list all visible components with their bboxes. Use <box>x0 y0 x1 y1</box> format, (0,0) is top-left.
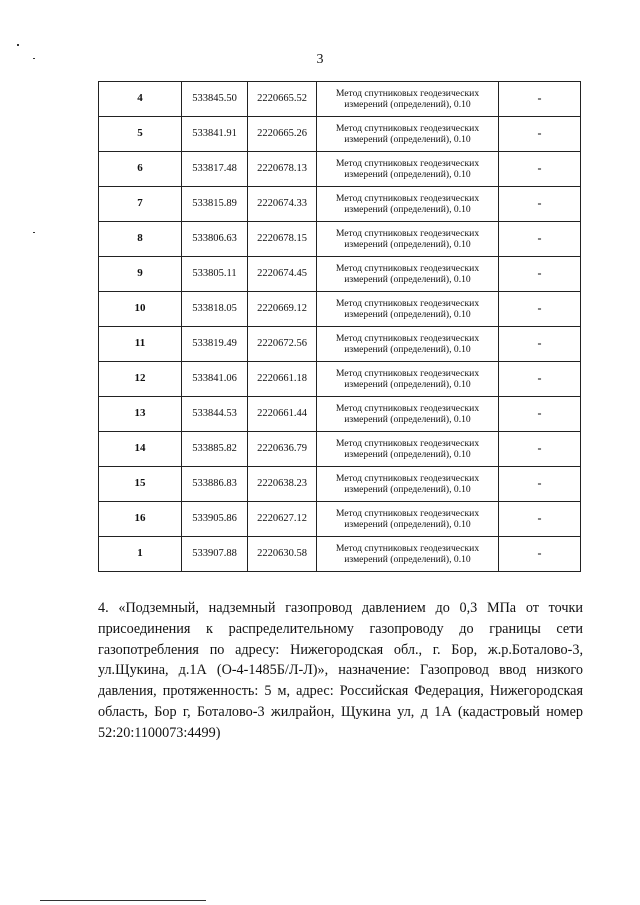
footnote-rule <box>40 900 206 901</box>
method-cell: Метод спутниковых геодезических измерений (определений), 0.10 <box>317 257 499 292</box>
y-coordinate-cell: 2220661.18 <box>248 362 317 397</box>
table-row <box>99 117 581 152</box>
method-cell: Метод спутниковых геодезических измерений (определений), 0.10 <box>317 432 499 467</box>
note-cell: - <box>499 537 581 572</box>
method-cell: Метод спутниковых геодезических измерений (определений), 0.10 <box>317 222 499 257</box>
x-coordinate-cell: 533805.11 <box>182 257 248 292</box>
table-row <box>99 362 581 397</box>
method-cell: Метод спутниковых геодезических измерений (определений), 0.10 <box>317 187 499 222</box>
note-cell: - <box>499 432 581 467</box>
y-coordinate-cell: 2220636.79 <box>248 432 317 467</box>
table-row <box>99 537 581 572</box>
method-cell: Метод спутниковых геодезических измерений (определений), 0.10 <box>317 152 499 187</box>
point-number-cell: 13 <box>99 397 182 432</box>
point-number-cell: 14 <box>99 432 182 467</box>
x-coordinate-cell: 533841.06 <box>182 362 248 397</box>
x-coordinate-cell: 533818.05 <box>182 292 248 327</box>
y-coordinate-cell: 2220672.56 <box>248 327 317 362</box>
method-cell: Метод спутниковых геодезических измерений (определений), 0.10 <box>317 362 499 397</box>
x-coordinate-cell: 533844.53 <box>182 397 248 432</box>
x-coordinate-cell: 533819.49 <box>182 327 248 362</box>
scan-mark-3 <box>33 232 35 233</box>
method-cell: Метод спутниковых геодезических измерений (определений), 0.10 <box>317 502 499 537</box>
scan-mark-1 <box>17 44 19 46</box>
object-description-paragraph: 4. «Подземный, надземный газопровод давлением до 0,3 МПа от точки присоединения к распределительному газопроводу до границы сети газопотребления по адресу: Нижегородская обл., г. Бор, ж.р.Боталово-3, ул.Щукина, д.1А (О-4-1485Б/Л-Л)», назначение: Газопровод ввод низкого давления, протяженность: 5 м, адрес: Российская Федерация, Нижегородская область, Бор г, Боталово-3 жилрайон, Щукина ул, д 1А (кадастровый номер 52:20:1100073:4499) <box>98 600 583 741</box>
point-number-cell: 10 <box>99 292 182 327</box>
table-row <box>99 257 581 292</box>
point-number-cell: 12 <box>99 362 182 397</box>
table-row <box>99 187 581 222</box>
x-coordinate-cell: 533886.83 <box>182 467 248 502</box>
coordinates-table <box>98 81 581 572</box>
note-cell: - <box>499 292 581 327</box>
point-number-cell: 6 <box>99 152 182 187</box>
table-row <box>99 82 581 117</box>
method-cell: Метод спутниковых геодезических измерений (определений), 0.10 <box>317 82 499 117</box>
x-coordinate-cell: 533845.50 <box>182 82 248 117</box>
coordinates-table-body <box>99 82 581 572</box>
x-coordinate-cell: 533907.88 <box>182 537 248 572</box>
method-cell: Метод спутниковых геодезических измерений (определений), 0.10 <box>317 537 499 572</box>
point-number-cell: 11 <box>99 327 182 362</box>
table-row <box>99 397 581 432</box>
y-coordinate-cell: 2220627.12 <box>248 502 317 537</box>
page-number: 3 <box>316 52 324 67</box>
note-cell: - <box>499 362 581 397</box>
note-cell: - <box>499 117 581 152</box>
method-cell: Метод спутниковых геодезических измерений (определений), 0.10 <box>317 467 499 502</box>
table-row <box>99 467 581 502</box>
point-number-cell: 8 <box>99 222 182 257</box>
table-row <box>99 327 581 362</box>
y-coordinate-cell: 2220678.15 <box>248 222 317 257</box>
note-cell: - <box>499 502 581 537</box>
point-number-cell: 7 <box>99 187 182 222</box>
x-coordinate-cell: 533841.91 <box>182 117 248 152</box>
point-number-cell: 15 <box>99 467 182 502</box>
y-coordinate-cell: 2220661.44 <box>248 397 317 432</box>
point-number-cell: 16 <box>99 502 182 537</box>
y-coordinate-cell: 2220665.26 <box>248 117 317 152</box>
note-cell: - <box>499 222 581 257</box>
x-coordinate-cell: 533885.82 <box>182 432 248 467</box>
method-cell: Метод спутниковых геодезических измерений (определений), 0.10 <box>317 327 499 362</box>
note-cell: - <box>499 397 581 432</box>
note-cell: - <box>499 82 581 117</box>
point-number-cell: 9 <box>99 257 182 292</box>
note-cell: - <box>499 257 581 292</box>
method-cell: Метод спутниковых геодезических измерений (определений), 0.10 <box>317 397 499 432</box>
note-cell: - <box>499 152 581 187</box>
table-row <box>99 152 581 187</box>
point-number-cell: 4 <box>99 82 182 117</box>
point-number-cell: 5 <box>99 117 182 152</box>
x-coordinate-cell: 533817.48 <box>182 152 248 187</box>
note-cell: - <box>499 327 581 362</box>
table-row <box>99 502 581 537</box>
note-cell: - <box>499 467 581 502</box>
x-coordinate-cell: 533806.63 <box>182 222 248 257</box>
method-cell: Метод спутниковых геодезических измерений (определений), 0.10 <box>317 117 499 152</box>
y-coordinate-cell: 2220674.45 <box>248 257 317 292</box>
x-coordinate-cell: 533905.86 <box>182 502 248 537</box>
x-coordinate-cell: 533815.89 <box>182 187 248 222</box>
y-coordinate-cell: 2220630.58 <box>248 537 317 572</box>
table-row <box>99 222 581 257</box>
y-coordinate-cell: 2220665.52 <box>248 82 317 117</box>
y-coordinate-cell: 2220638.23 <box>248 467 317 502</box>
table-row <box>99 432 581 467</box>
method-cell: Метод спутниковых геодезических измерений (определений), 0.10 <box>317 292 499 327</box>
y-coordinate-cell: 2220674.33 <box>248 187 317 222</box>
y-coordinate-cell: 2220669.12 <box>248 292 317 327</box>
note-cell: - <box>499 187 581 222</box>
table-row <box>99 292 581 327</box>
y-coordinate-cell: 2220678.13 <box>248 152 317 187</box>
point-number-cell: 1 <box>99 537 182 572</box>
